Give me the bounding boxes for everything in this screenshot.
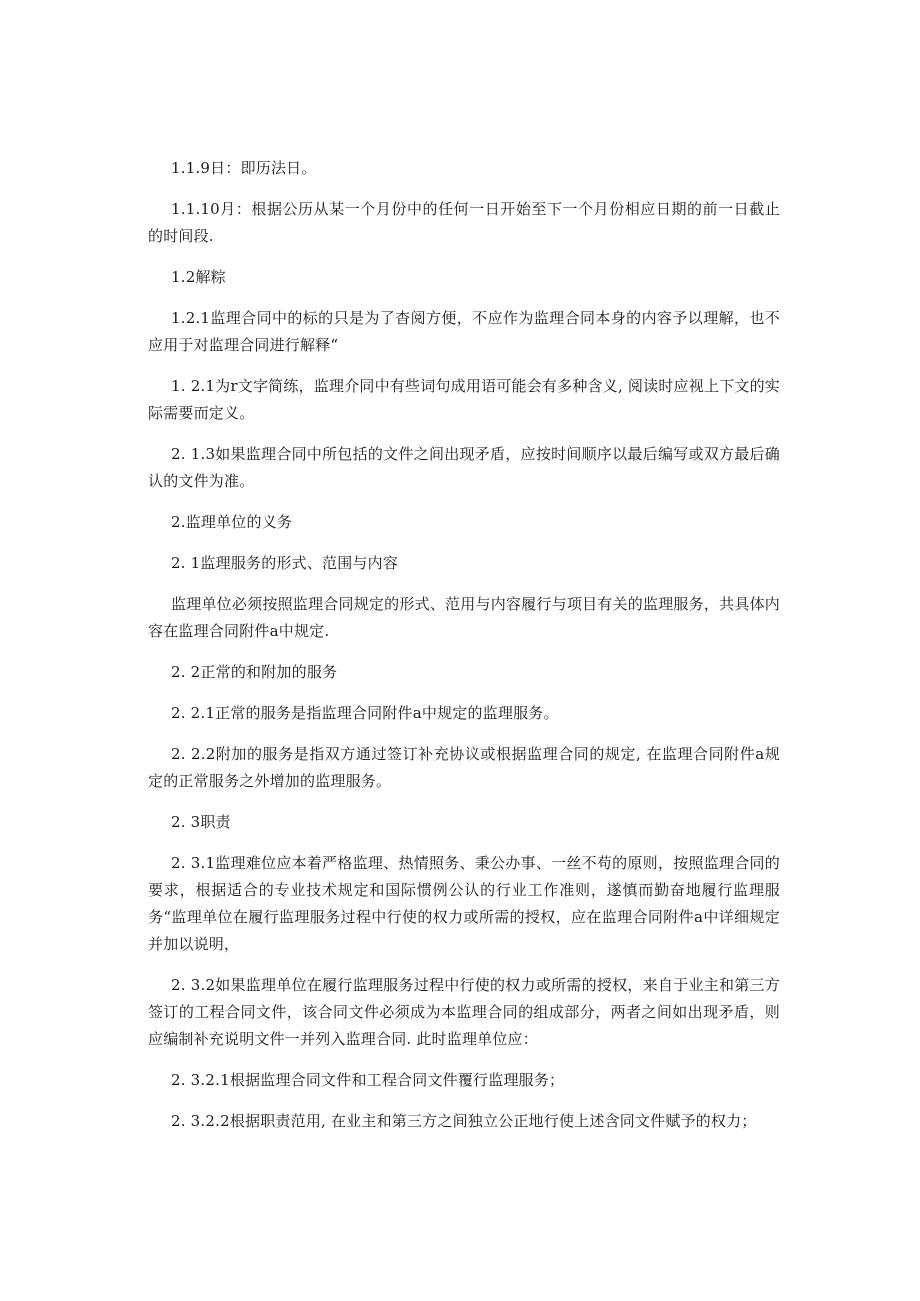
paragraph-2-3-1: 2. 3.1监理难位应本着严格监理、热情照务、秉公办事、一丝不苟的原则，按照监理合同的要求，根据适合的专业技术规定和国际惯例公认的行业工作准则，遂慎而勤奋地履行监理服务“监理单位在履行监理服务过程中行使的权力或所需的授权，应在监理合同附件a中详细规定并加以说明， (148, 854, 780, 953)
section-heading-2-1: 2. 1监理服务的形式、范围与内容 (171, 554, 399, 572)
paragraph-2-3-2: 2. 3.2如果监理单位在履行监理服务过程中行使的权力或所需的授权，来自于业主和第三方签订的工程合同文件，该合同文件必须成为本监理合同的组成部分，两者之间如出现矛盾，则应编制补充说明文件一并列入监理合同. 此时监理单位应： (148, 976, 780, 1048)
section-heading-2: 2.监理单位的义务 (171, 513, 293, 531)
paragraph-1-1-9: 1.1.9日：即历法日。 (171, 159, 317, 177)
section-heading-1-2: 1.2解粽 (171, 268, 226, 286)
paragraph-1-1-10: 1.1.10月：根据公历从某一个月份中的任何一日开始至下一个月份相应日期的前一日截止的时间段. (148, 200, 780, 245)
paragraph-2-2-1: 2. 2.1正常的服务是指监理合同附件a中规定的监理服务。 (171, 704, 559, 722)
paragraph-2-3-2-1: 2. 3.2.1根据监理合同文件和工程合同文件覆行监理服务； (171, 1071, 565, 1089)
document-body (148, 155, 780, 1149)
section-heading-2-2: 2. 2正常的和附加的服务 (171, 663, 338, 681)
paragraph-2-1-body: 监理单位必须按照监理合同规定的形式、范用与内容履行与项目有关的监理服务，共具体内容在监理合同附件a中规定. (148, 595, 780, 640)
paragraph-2-2-2: 2. 2.2附加的服务是指双方通过签订补充协议或根据监理合同的规定, 在监理合同附件a规定的正常服务之外增加的监理服务。 (148, 745, 780, 790)
paragraph-2-3-2-2: 2. 3.2.2根据职责范用, 在业主和第三方之间独立公正地行使上述含同文件赋予的权力； (171, 1112, 757, 1130)
paragraph-1-2-2: 1. 2.1为r文字简练，监理介同中有些词句成用语可能会有多种含义, 阅读时应视上下文的实际需要而定义。 (148, 377, 780, 422)
paragraph-1-2-1: 1.2.1监理合同中的标的只是为了杳阅方便，不应作为监理合同本身的内容予以理解，也不应用于对监理合同进行解释“ (148, 309, 780, 354)
paragraph-1-2-3: 2. 1.3如果监理合同中所包括的文件之间出现矛盾，应按时间顺序以最后编写或双方最后确认的文件为准。 (148, 445, 780, 490)
section-heading-2-3: 2. 3职责 (171, 813, 231, 831)
